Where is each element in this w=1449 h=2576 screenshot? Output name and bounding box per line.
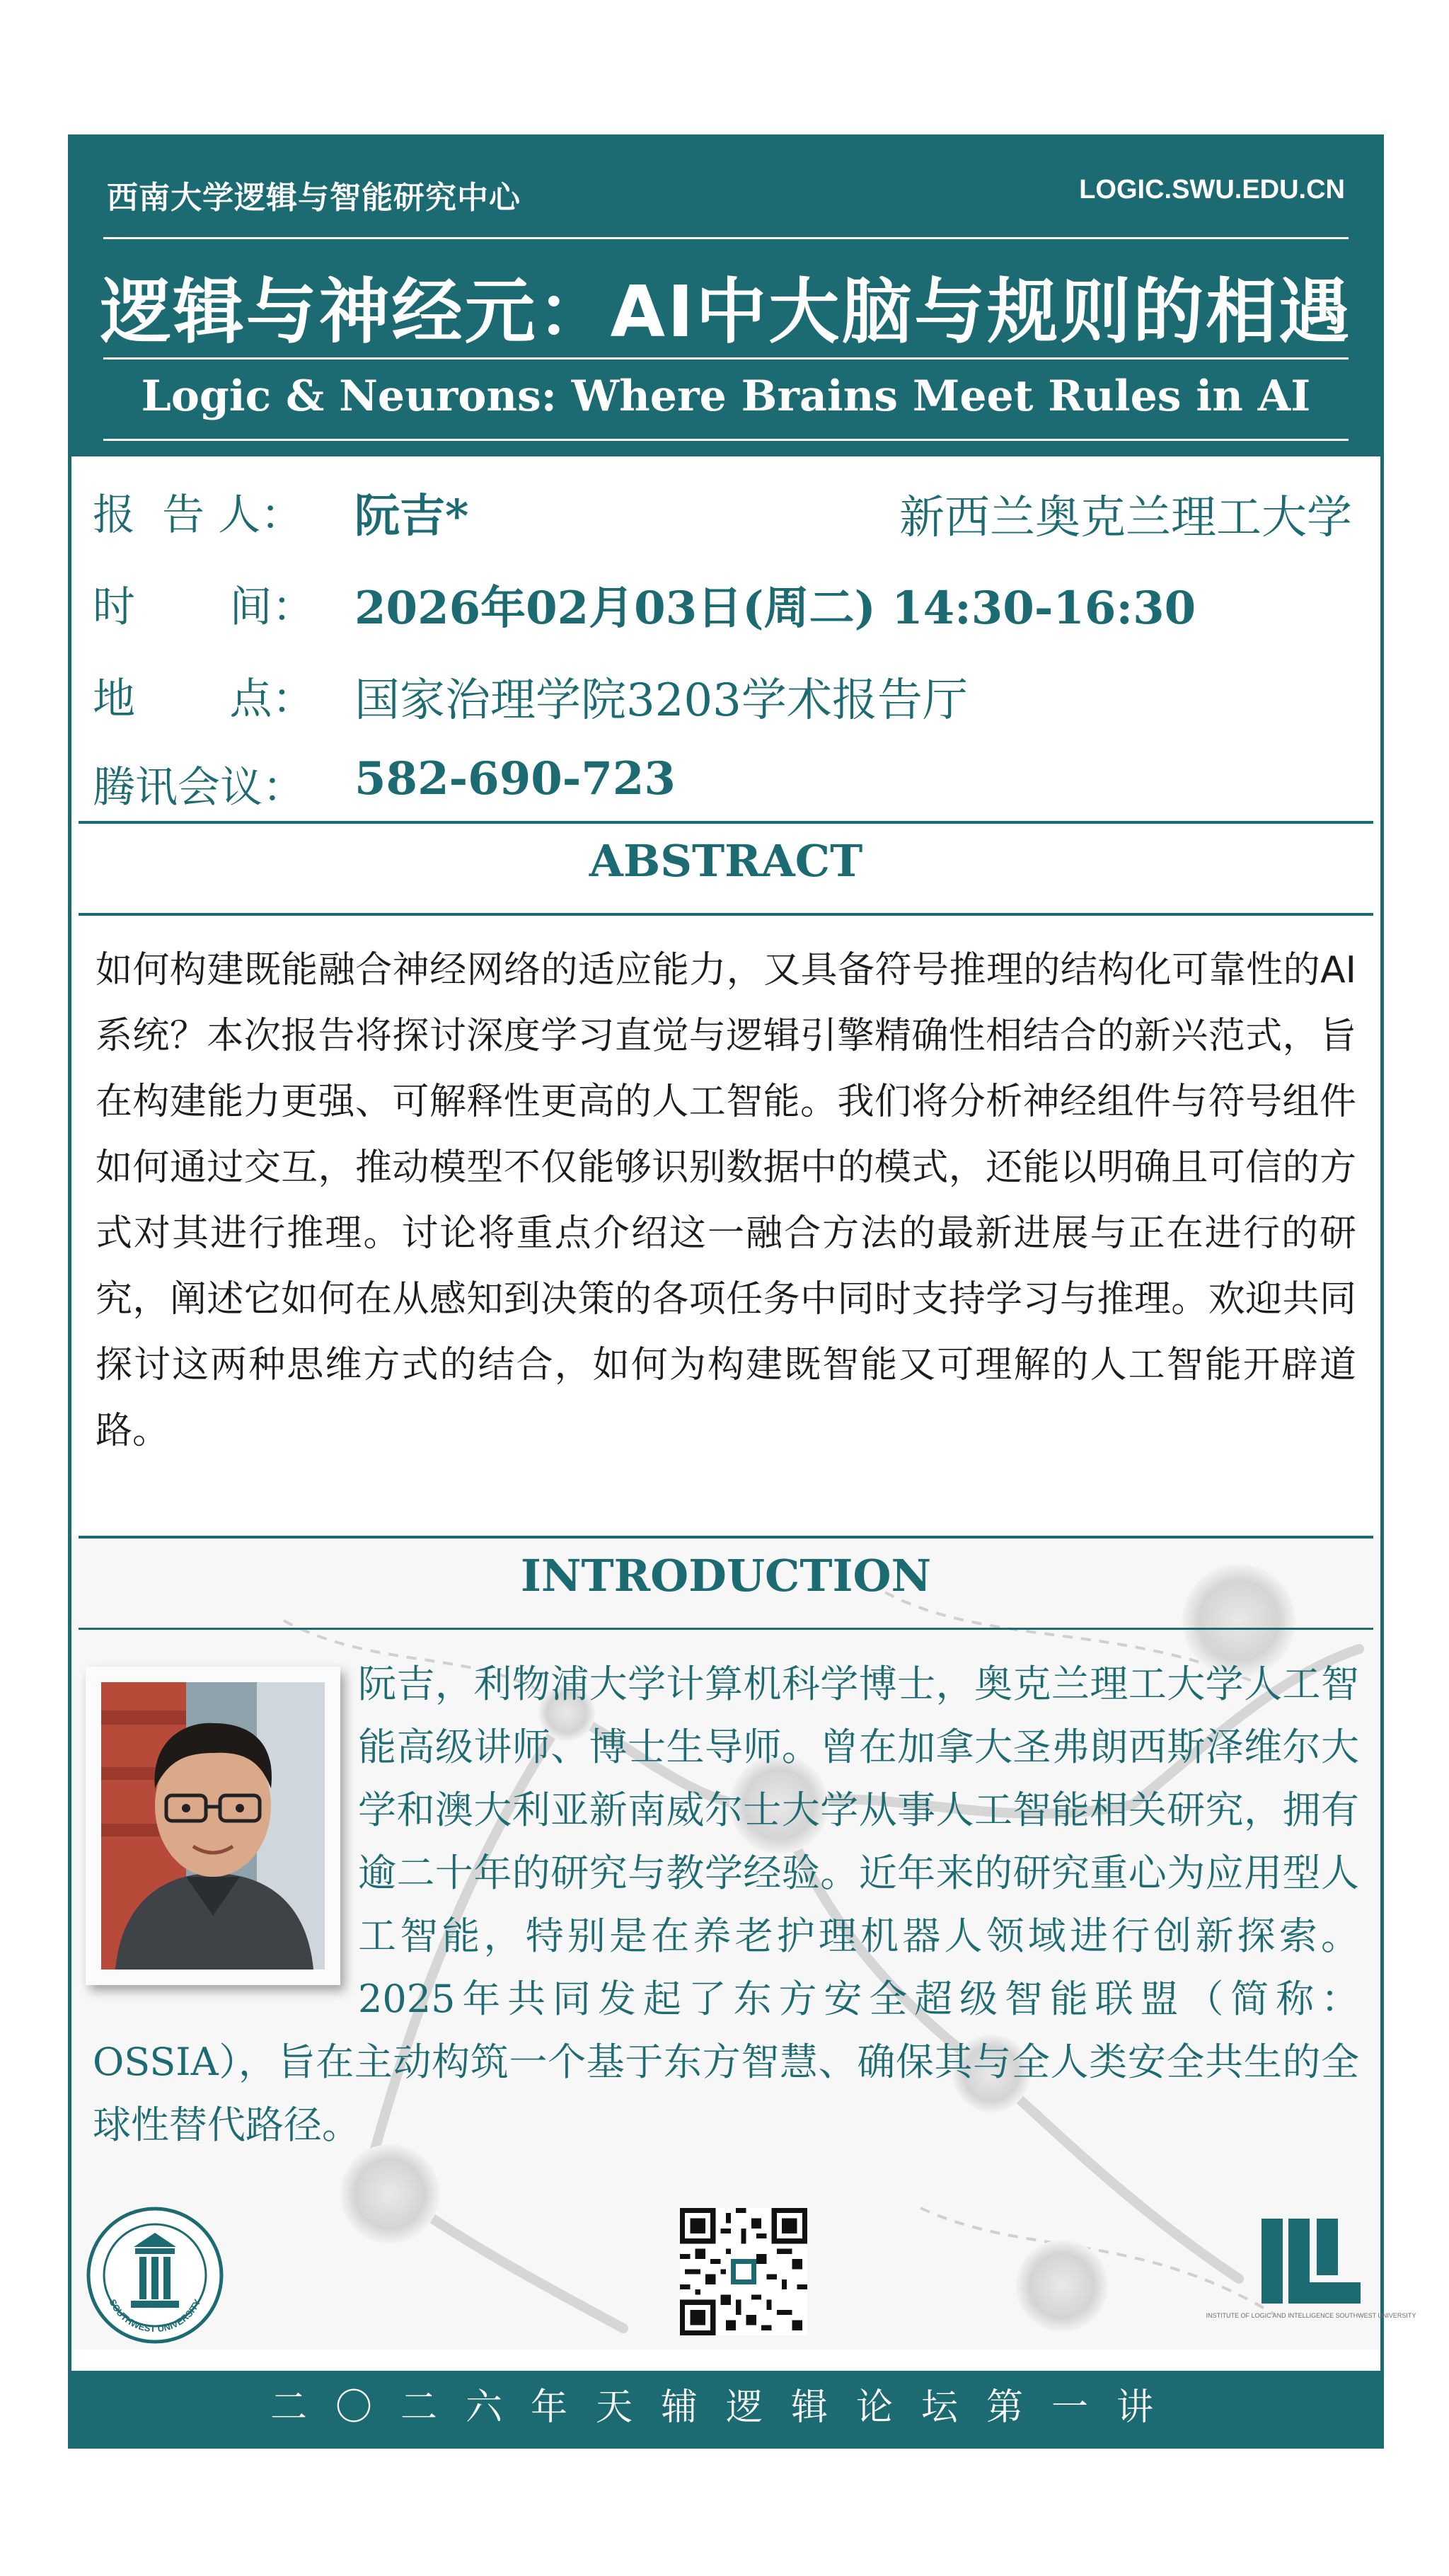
abstract-divider-bottom xyxy=(79,913,1373,916)
logo-text: INSTITUTE OF LOGIC AND INTELLIGENCE SOUTHWEST UNIVERSITY xyxy=(1206,2312,1416,2319)
poster xyxy=(68,134,1416,2449)
meeting-id[interactable]: 582-690-723 xyxy=(354,752,676,805)
header-divider xyxy=(103,237,1349,239)
place-label: 地 点： xyxy=(93,674,315,724)
intro-text-block xyxy=(93,1652,1359,2156)
title-chinese: 逻辑与神经元：AI中大脑与规则的相遇 xyxy=(100,270,1352,353)
abstract-text: 如何构建既能融合神经网络的适应能力，又具备符号推理的结构化可靠性的AI系统？本次报告将探讨深度学习直觉与逻辑引擎精确性相结合的新兴范式，旨在构建能力更强、可解释性更高的人工智能。我们将分析神经组件与符号组件如何通过交互，推动模型不仅能够识别数据中的模式，还能以明确且可信的方式对其进行推理。讨论将重点介绍这一融合方法的最新进展与正在进行的研究，阐述它如何在从感知到决策的各项任务中同时支持学习与推理。欢迎共同探讨这两种思维方式的结合，如何为构建既智能又可理解的人工智能开辟道路。 xyxy=(96,949,1356,1452)
abstract-divider-top xyxy=(79,821,1373,824)
intro-divider-bottom xyxy=(79,1628,1373,1630)
meeting-label: 腾讯会议： xyxy=(93,763,305,812)
abstract-heading: ABSTRACT xyxy=(589,835,863,887)
intro-heading: INTRODUCTION xyxy=(520,1550,932,1602)
photo-spacer xyxy=(93,1652,358,2020)
title-english: Logic & Neurons: Where Brains Meet Rules in AI xyxy=(141,372,1311,421)
org-name: 西南大学逻辑与智能研究中心 xyxy=(107,180,521,216)
university-seal-icon xyxy=(84,2204,226,2346)
speaker-label: 报 告 人： xyxy=(93,490,304,540)
site-url[interactable]: LOGIC.SWU.EDU.CN xyxy=(1079,175,1345,205)
place-row xyxy=(93,658,1359,729)
time-label: 时 间： xyxy=(93,582,315,632)
intro-divider-top xyxy=(79,1536,1373,1539)
header-banner xyxy=(71,138,1380,456)
header-divider xyxy=(103,357,1349,360)
speaker-name: 阮吉* xyxy=(354,490,469,543)
speaker-row xyxy=(93,474,1359,545)
qr-code-icon[interactable] xyxy=(680,2208,807,2335)
footer-bar: 二〇二六年天辅逻辑论坛第一讲 xyxy=(71,2371,1380,2445)
place-value: 国家治理学院3203学术报告厅 xyxy=(354,674,968,727)
meeting-row xyxy=(93,747,1359,817)
intro-text: 阮吉，利物浦大学计算机科学博士，奥克兰理工大学人工智能高级讲师、博士生导师。曾在加拿大圣弗朗西斯泽维尔大学和澳大利亚新南威尔士大学从事人工智能相关研究，拥有逾二十年的研究与教学经验。近年来的研究重心为应用型人工智能，特别是在养老护理机器人领域进行创新探索。2025年共同发起了东方安全超级智能联盟（简称：OSSIA），旨在主动构筑一个基于东方智慧、确保其与全人类安全共生的全球性替代路径。 xyxy=(93,1662,1359,2147)
time-value: 2026年02月03日(周二) 14:30-16:30 xyxy=(354,582,1196,635)
seal-text: SOUTHWEST UNIVERSITY xyxy=(107,2297,203,2335)
svg-text:INSTITUTE OF LOGIC AND INTELLI xyxy=(1206,2312,1416,2319)
speaker-affiliation: 新西兰奥克兰理工大学 xyxy=(899,492,1352,544)
institute-logo-icon xyxy=(1206,2204,1416,2346)
time-row xyxy=(93,566,1359,637)
header-divider xyxy=(103,439,1349,441)
